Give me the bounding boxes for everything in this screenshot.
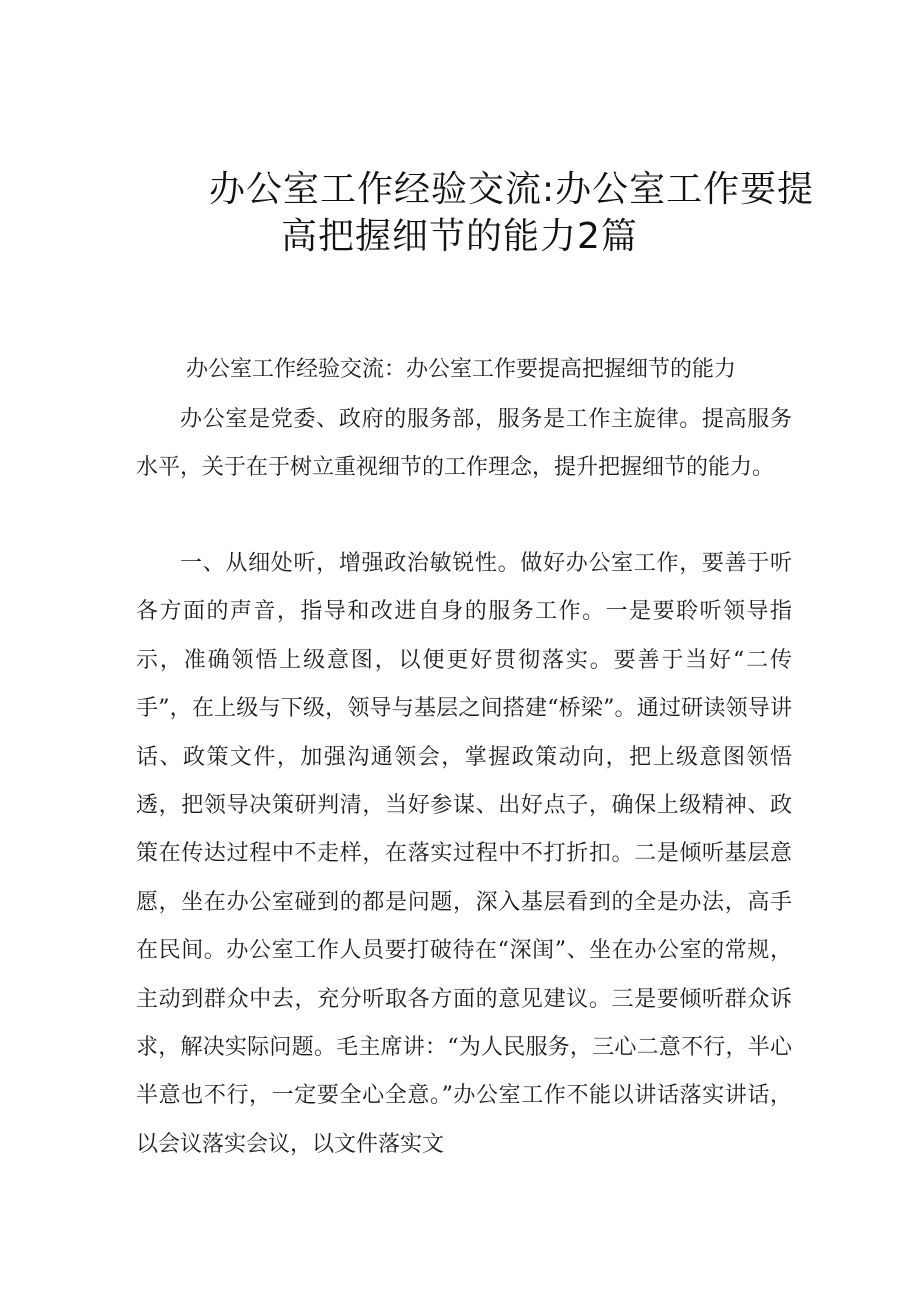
document-subtitle: 办公室工作经验交流：办公室工作要提高把握细节的能力 [186, 357, 737, 382]
document-title-line-2: 高把握细节的能力2篇 [281, 216, 638, 257]
paragraph-text: 办公室是党委、政府的服务部，服务是工作主旋律。提高服务水平，关于在于树立重视细节的工作理念，提升把握细节的能力。 [136, 407, 792, 481]
paragraph-intro [136, 396, 792, 493]
paragraph-text: 一、从细处听，增强政治敏锐性。做好办公室工作，要善于听各方面的声音，指导和改进自身的服务工作。一是要聆听领导指示，准确领悟上级意图，以便更好贯彻落实。要善于当好“二传手”，在上级与下级，领导与基层之间搭建“桥梁”。通过研读领导讲话、政策文件，加强沟通领会，掌握政策动向，把上级意图领悟透，把领导决策研判清，当好参谋、出好点子，确保上级精神、政策在传达过程中不走样，在落实过程中不打折扣。二是倾听基层意愿，坐在办公室碰到的都是问题，深入基层看到的全是办法，高手在民间。办公室工作人员要打破待在“深闺”、坐在办公室的常规，主动到群众中去，充分听取各方面的意见建议。三是要倾听群众诉求，解决实际问题。毛主席讲：“为人民服务，三心二意不行，半心半意也不行，一定要全心全意。”办公室工作不能以讲话落实讲话，以会议落实会议，以文件落实文 [136, 551, 792, 1157]
paragraph-section-one [136, 540, 792, 1169]
document-title-line-1: 办公室工作经验交流:办公室工作要提 [209, 169, 815, 210]
